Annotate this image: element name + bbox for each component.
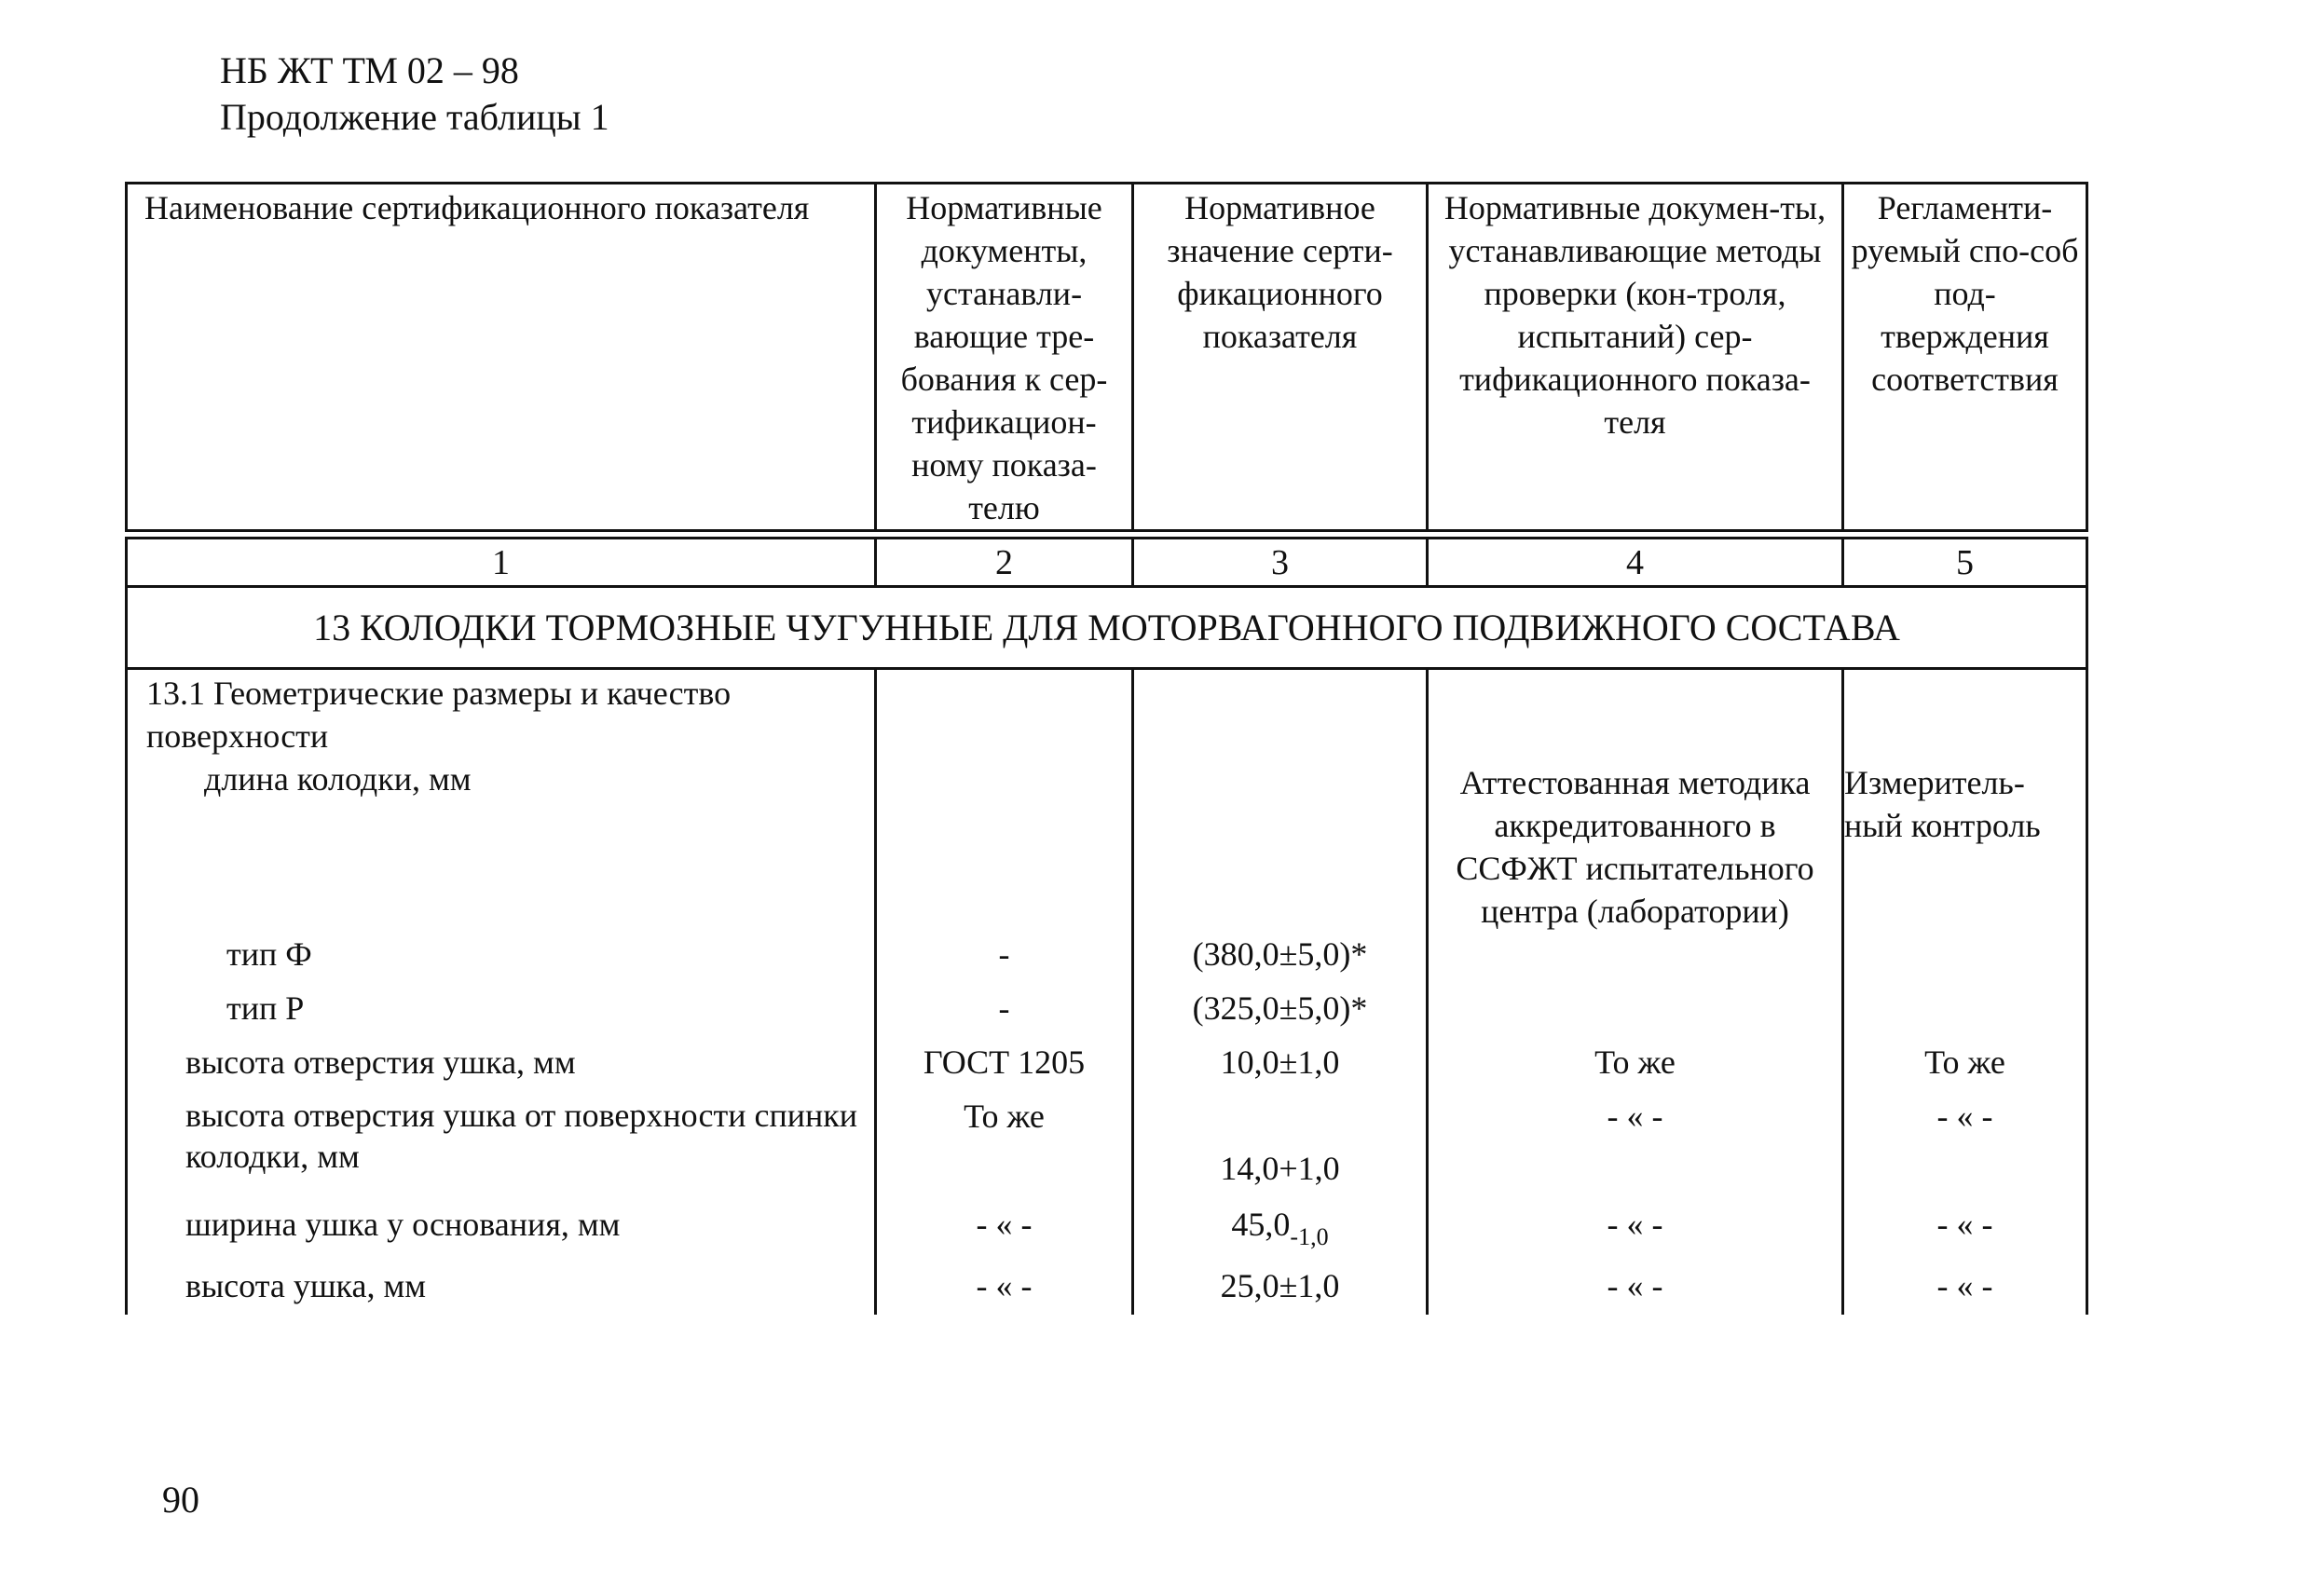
column-number-5: 5 xyxy=(1843,539,2087,587)
row-label: высота отверстия ушка от поверхности спинки колодки, мм xyxy=(127,1095,876,1203)
column-header-4: Нормативные докумен-ты, устанавливающие методы проверки (кон-троля, испытаний) сер-тификационного показа-теля xyxy=(1428,184,1843,531)
value-tolerance: -1,0 xyxy=(1290,1223,1329,1250)
table-cell: 10,0±1,0 xyxy=(1133,1041,1428,1095)
column-header-5: Регламенти-руемый спо-соб под-тверждения соответствия xyxy=(1843,184,2087,531)
column-header-1: Наименование сертификационного показателя xyxy=(127,184,876,531)
table-cell: (380,0±5,0)* xyxy=(1133,933,1428,987)
table-cell: - « - xyxy=(1843,1095,2087,1203)
table-cell xyxy=(1133,1203,1428,1264)
table-cell: - « - xyxy=(1843,1203,2087,1264)
column-header-2: Нормативные документы, устанавли-вающие тре-бования к сер-тификацион-ному показа-телю xyxy=(876,184,1133,531)
table-body xyxy=(125,537,2088,1315)
table-cell: - « - xyxy=(1428,1264,1843,1315)
table-caption: Продолжение таблицы 1 xyxy=(220,96,609,138)
row-label: тип Ф xyxy=(127,933,876,987)
table-cell xyxy=(1133,669,1428,934)
table-cell: - « - xyxy=(1428,1095,1843,1203)
table-cell xyxy=(1428,933,1843,987)
column-number-4: 4 xyxy=(1428,539,1843,587)
table-cell: То же xyxy=(876,1095,1133,1203)
table-cell: ГОСТ 1205 xyxy=(876,1041,1133,1095)
table-cell: То же xyxy=(1428,1041,1843,1095)
table-cell xyxy=(1843,987,2087,1041)
table-cell: - « - xyxy=(876,1203,1133,1264)
section-title: 13 КОЛОДКИ ТОРМОЗНЫЕ ЧУГУННЫЕ ДЛЯ МОТОРВАГОННОГО ПОДВИЖНОГО СОСТАВА xyxy=(127,587,2087,669)
group-title: 13.1 Геометрические размеры и качество поверхности xyxy=(146,675,732,755)
table-cell: - « - xyxy=(876,1264,1133,1315)
column-number-3: 3 xyxy=(1133,539,1428,587)
table-cell: То же xyxy=(1843,1041,2087,1095)
row-label: тип Р xyxy=(127,987,876,1041)
table-cell xyxy=(1843,933,2087,987)
document-code: НБ ЖТ ТМ 02 – 98 xyxy=(220,49,519,91)
column-header-3: Нормативное значение серти-фикационного показателя xyxy=(1133,184,1428,531)
table-cell: - « - xyxy=(1843,1264,2087,1315)
table-cell xyxy=(1428,987,1843,1041)
value-main: 45,0 xyxy=(1231,1206,1291,1243)
column-number-2: 2 xyxy=(876,539,1133,587)
table-cell: 25,0±1,0 xyxy=(1133,1264,1428,1315)
page-number: 90 xyxy=(162,1479,199,1521)
table-cell xyxy=(876,669,1133,934)
table-cell: - xyxy=(876,933,1133,987)
row-label: длина колодки, мм xyxy=(204,760,472,798)
table-row xyxy=(127,669,876,934)
table-cell: (325,0±5,0)* xyxy=(1133,987,1428,1041)
table-cell-confirm: Измеритель-ный контроль xyxy=(1843,669,2087,934)
table-cell: - xyxy=(876,987,1133,1041)
table-header xyxy=(125,182,2088,532)
table-cell-method: Аттестованная методика аккредитованного в ССФЖТ испытательного центра (лаборатории) xyxy=(1428,669,1843,934)
column-number-1: 1 xyxy=(127,539,876,587)
row-label: ширина ушка у основания, мм xyxy=(127,1203,876,1264)
row-label: высота отверстия ушка, мм xyxy=(127,1041,876,1095)
table-cell: 14,0+1,0 xyxy=(1133,1095,1428,1203)
row-label: высота ушка, мм xyxy=(127,1264,876,1315)
table-cell: - « - xyxy=(1428,1203,1843,1264)
